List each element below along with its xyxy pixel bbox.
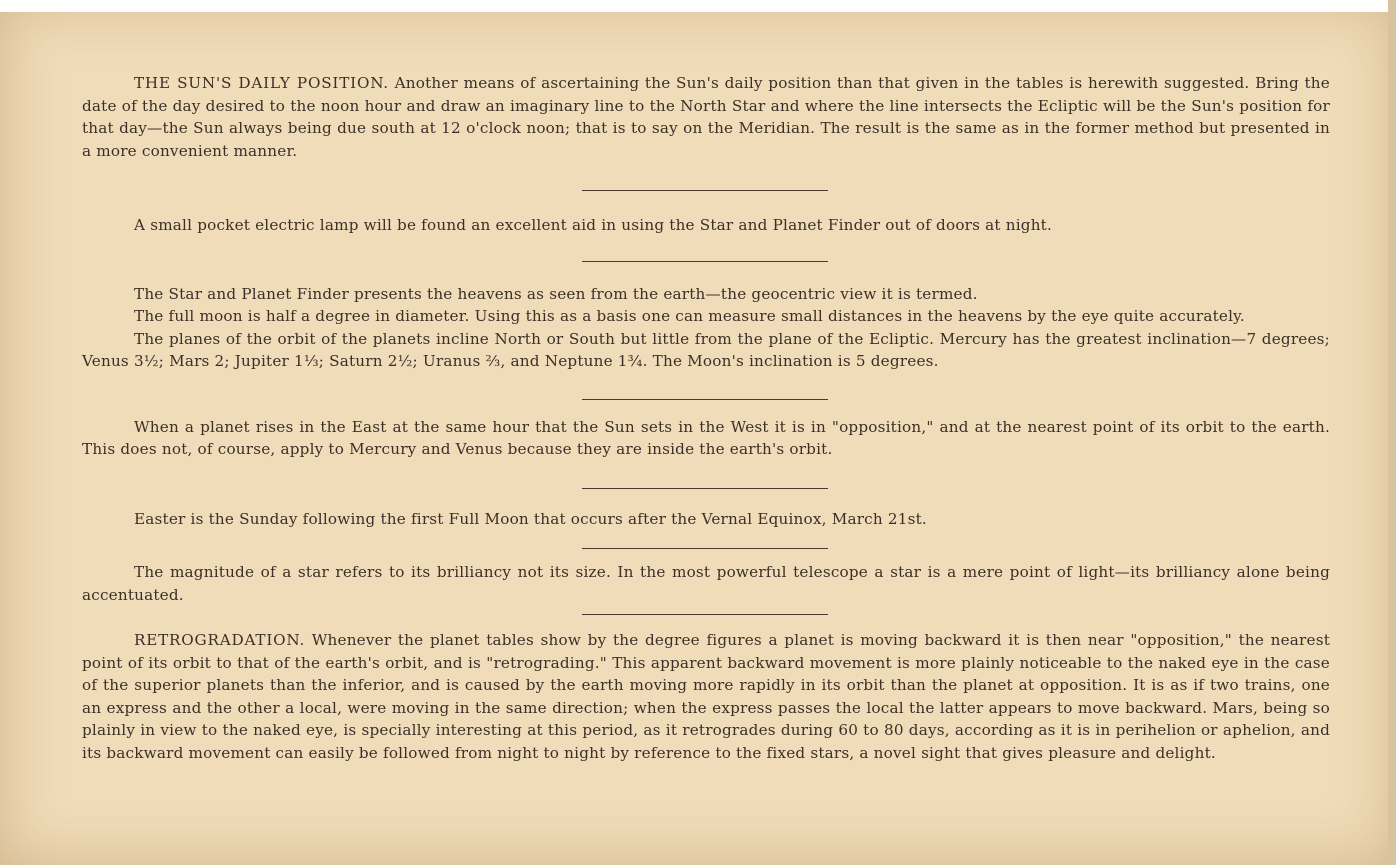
paragraph-easter: Easter is the Sunday following the first Full Moon that occurs after the Vernal Equinox, March 21st.: [134, 509, 927, 528]
text-sun-daily-position: Another means of ascertaining the Sun's daily position than that given in the tables is herewith suggested. Bring the date of the day desired to the noon hour and draw an imaginary line to the North Star and where the line intersects the Ecliptic will be the Sun's position for that day—the Sun always being due south at 12 o'clock noon; that is to say on the Meridian. The result is the same as in the former method but presented in a more convenient manner.: [82, 74, 1330, 160]
page-content: [82, 72, 1330, 764]
paragraph-retrogradation: [82, 629, 1330, 764]
heading-retrogradation: RETROGRADATION.: [134, 631, 306, 649]
separator-rule: [582, 261, 828, 262]
paragraph-geocentric: The Star and Planet Finder presents the heavens as seen from the earth—the geocentric view it is termed.: [134, 284, 978, 303]
heading-sun-daily-position: THE SUN'S DAILY POSITION.: [134, 74, 389, 92]
separator-rule: [582, 399, 828, 400]
paragraph-sun-daily-position: [82, 72, 1330, 162]
paragraph-magnitude: The magnitude of a star refers to its brilliancy not its size. In the most powerful telescope a star is a mere point of light—its brilliancy alone being accentuated.: [82, 563, 1330, 604]
paragraph-orbit-planes: The planes of the orbit of the planets incline North or South but little from the plane of the Ecliptic. Mercury has the greatest inclination—7 degrees; Venus 3½; Mars 2; Jupiter 1⅓; Saturn 2½; Uranus ⅔, and Neptune 1¾. The Moon's inclination is 5 degrees.: [82, 329, 1330, 370]
page-right-edge: [1388, 0, 1396, 865]
separator-rule: [582, 190, 828, 191]
paragraph-full-moon: The full moon is half a degree in diameter. Using this as a basis one can measure small distances in the heavens by the eye quite accurately.: [134, 307, 1245, 325]
paragraph-opposition: When a planet rises in the East at the same hour that the Sun sets in the West it is in "opposition," and at the nearest point of its orbit to the earth. This does not, of course, apply to Mercury and Venus because they are inside the earth's orbit.: [82, 417, 1330, 458]
paragraph-lamp: A small pocket electric lamp will be found an excellent aid in using the Star and Planet Finder out of doors at night.: [134, 216, 1053, 234]
separator-rule: [582, 548, 828, 549]
page-top-edge: [0, 0, 1396, 12]
separator-rule: [582, 614, 828, 615]
separator-rule: [582, 488, 828, 489]
text-retrogradation: Whenever the planet tables show by the degree figures a planet is moving backward it is then near "opposition," the nearest point of its orbit to that of the earth's orbit, and is "retrograding." This apparent backward movement is more plainly noticeable to the naked eye in the case of the superior planets than the inferior, and is caused by the earth moving more rapidly in its orbit than the planet at opposition. It is as if two trains, one an express and the other a local, were moving in the same direction; when the express passes the local the latter appears to move backward. Mars, being so plainly in view to the naked eye, is specially interesting at this period, as it retrogrades during 60 to 80 days, according as it is in perihelion or aphelion, and its backward movement can easily be followed from night to night by reference to the fixed stars, a novel sight that gives pleasure and delight.: [82, 631, 1331, 762]
